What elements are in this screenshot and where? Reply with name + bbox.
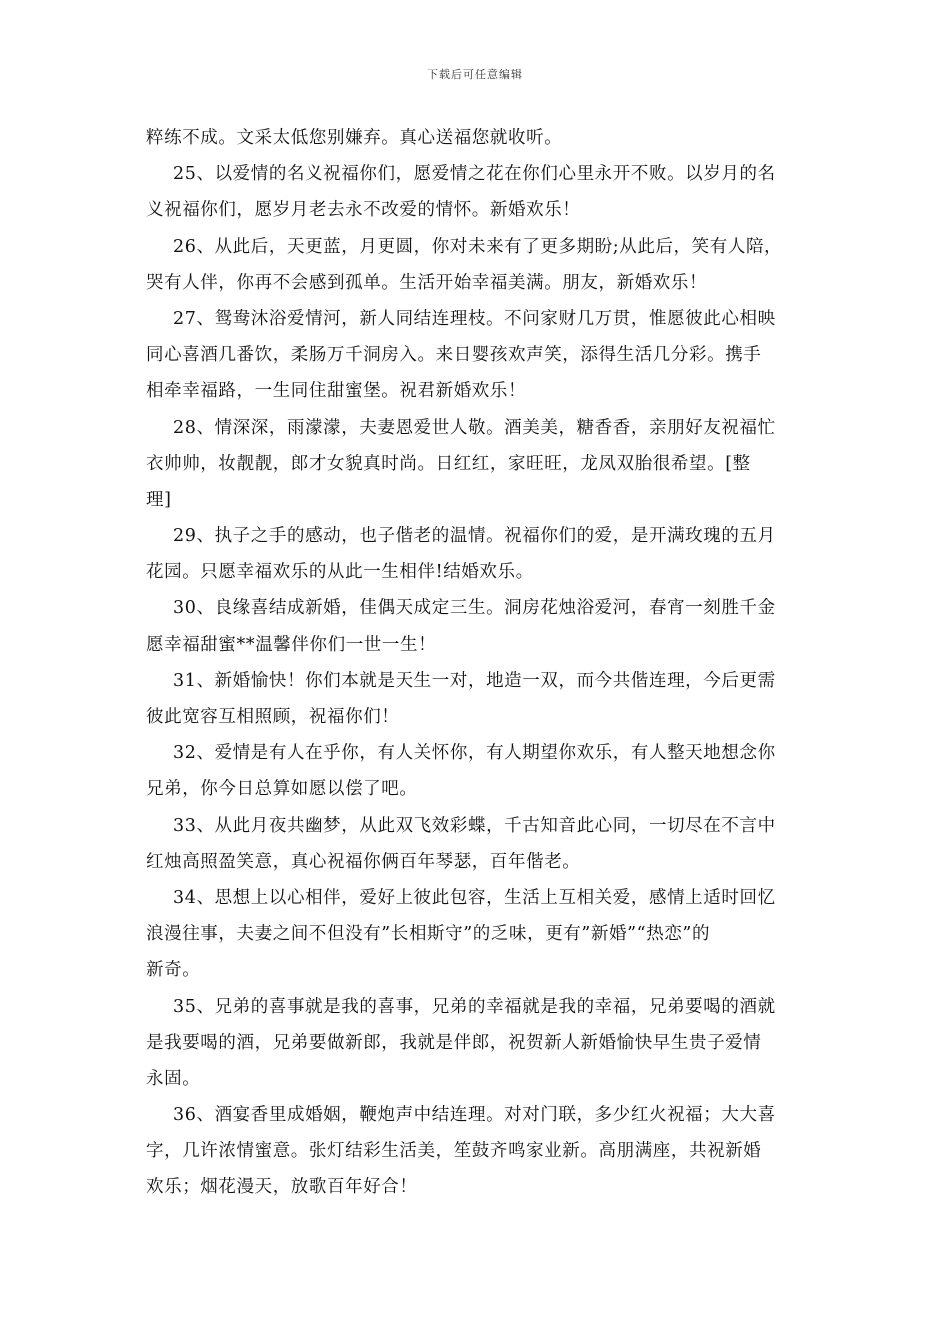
document-body: [146, 120, 810, 1206]
text-line: 28、情深深，雨濛濛，夫妻恩爱世人敬。酒美美，糖香香，亲朋好友祝福忙: [173, 417, 776, 438]
text-line: 26、从此后，天更蓝，月更圆，你对未来有了更多期盼;从此后，笑有人陪，: [173, 236, 783, 257]
text-line: 相牵幸福路，一生同住甜蜜堡。祝君新婚欢乐！: [146, 381, 527, 402]
text-line: 兄弟，你今日总算如愿以偿了吧。: [146, 779, 418, 800]
text-line: 花园。只愿幸福欢乐的从此一生相伴!结婚欢乐。: [146, 562, 534, 583]
text-line: 同心喜酒几番饮，柔肠万千洞房入。来日婴孩欢声笑，添得生活几分彩。携手: [146, 345, 762, 366]
text-line: 衣帅帅，妆靓靓，郎才女貌真时尚。日红红，家旺旺，龙凤双胎很希望。[整: [146, 453, 751, 474]
page-header: 下载后可任意编辑: [427, 68, 523, 81]
text-line: 浪漫往事，夫妻之间不但没有”长相斯守”的乏味，更有”新婚”“热恋”的: [146, 924, 711, 945]
text-line: 29、执子之手的感动，也子偕老的温情。祝福你们的爱，是开满玫瑰的五月: [173, 526, 776, 547]
text-line: 32、爱情是有人在乎你，有人关怀你，有人期望你欢乐，有人整天地想念你: [173, 743, 776, 764]
text-line: 彼此宽容互相照顾，祝福你们！: [146, 707, 400, 727]
text-line: 哭有人伴，你再不会感到孤单。生活开始幸福美满。朋友，新婚欢乐！: [146, 272, 708, 293]
text-line: 33、从此月夜共幽梦，从此双飞效彩蝶，千古知音此心同，一切尽在不言中: [173, 815, 776, 836]
text-line: 永固。: [146, 1068, 201, 1089]
text-line: 35、兄弟的喜事就是我的喜事，兄弟的幸福就是我的幸福，兄弟要喝的酒就: [173, 996, 776, 1017]
text-line: 理]: [146, 489, 172, 510]
text-line: 愿幸福甜蜜**温馨伴你们一世一生！: [146, 634, 437, 655]
text-line: 36、酒宴香里成婚姻，鞭炮声中结连理。对对门联，多少红火祝福；大大喜: [173, 1105, 776, 1126]
text-line: 粹练不成。文采太低您别嫌弃。真心送福您就收听。: [146, 128, 563, 148]
text-line: 27、鸳鸯沐浴爱情河，新人同结连理枝。不问家财几万贯，惟愿彼此心相映: [173, 308, 776, 329]
text-line: 25、以爱情的名义祝福你们，愿爱情之花在你们心里永开不败。以岁月的名: [173, 164, 776, 185]
text-line: 34、思想上以心相伴，爱好上彼此包容，生活上互相关爱，感情上适时回忆: [173, 887, 776, 908]
text-line: 是我要喝的酒，兄弟要做新郎，我就是伴郎，祝贺新人新婚愉快早生贵子爱情: [146, 1032, 762, 1053]
text-line: 新奇。: [146, 960, 201, 981]
text-line: 义祝福你们，愿岁月老去永不改爱的情怀。新婚欢乐！: [146, 200, 581, 221]
text-line: 31、新婚愉快！你们本就是天生一对，地造一双，而今共偕连理，今后更需: [173, 670, 776, 691]
text-line: 30、良缘喜结成新婚，佳偶天成定三生。洞房花烛浴爱河，春宵一刻胜千金: [173, 598, 776, 619]
text-line: 字，几许浓情蜜意。张灯结彩生活美，笙鼓齐鸣家业新。高朋满座，共祝新婚: [146, 1141, 762, 1162]
text-line: 欢乐；烟花漫天，放歌百年好合！: [146, 1177, 418, 1198]
text-line: 红烛高照盈笑意，真心祝福你俩百年琴瑟，百年偕老。: [146, 851, 581, 872]
